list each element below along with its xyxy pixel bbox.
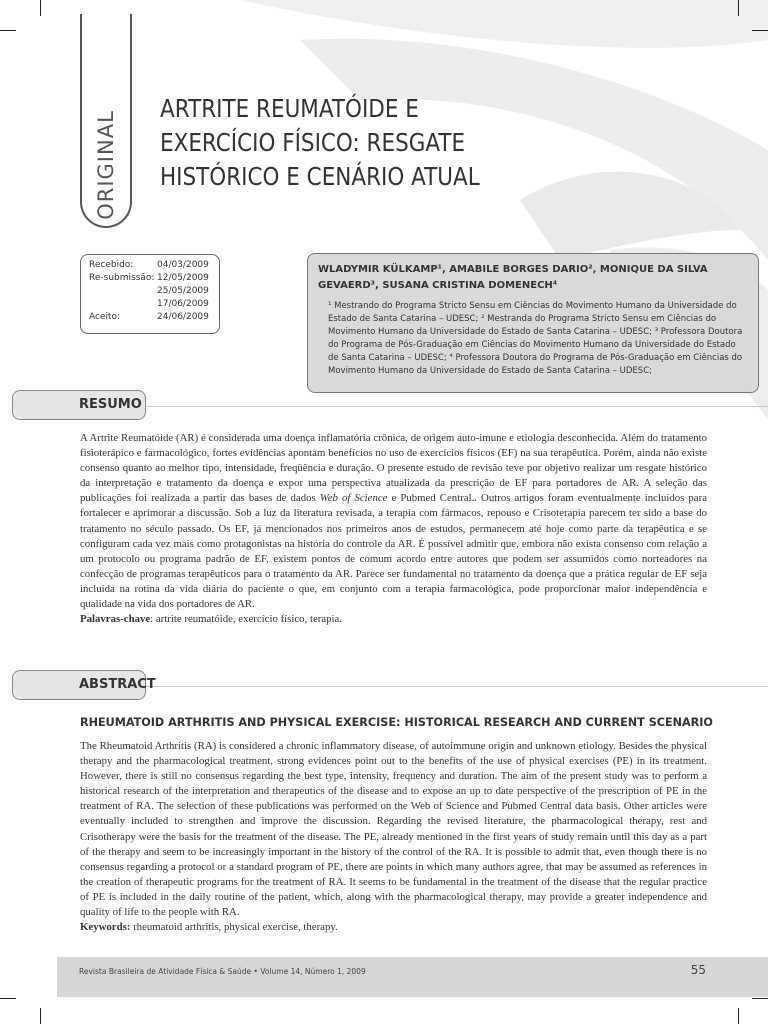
resumo-text-part: A Artrite Reumatóide (AR) é considerada uma doença inflamatória crônica, de origem auto-imune e etiologia desconhecida. Além do tratamento fisioterápico e farmacológico, fortes evidências apontam benefícios no uso de exercícios físicos (EF) na sua terapêutica. Porém, ainda não existe consenso quanto ao melhor tipo, intensidade, freqüência e duração. O presente estudo de revisão teve por objetivo realizar um resgate histórico da interpretação e tratamento da doença e expor uma perspectiva atualizada da prescrição de EF para portadores de AR. A seleção das publicações foi realizada a partir das bases de dados (80, 432, 707, 505)
resumo-text-part: e Pubmed Central.. Outros artigos foram eventualmente incluídos para fortalecer e aprimorar a discussão. Sob a luz da literatura revisada, a terapia com fármacos, repouso e Crisoterapia parecem ter sido a base do tratamento no século passado. Os EF, já mencionados nos primeiros anos de estudos, permanecem até hoje como parte da terapêutica e se configuram cada vez mais como protagonistas na história do controle da AR. É possível admitir que, embora não exista consenso com relação a um protocolo ou programa padrão de EF, existem pontos de comum acordo entre autores que podem ser assumidos como norteadores na confecção de programas terapêuticos para o tratamento da AR. Parece ser fundamental no tratamento da doença que a prática regular de EF seja incluída na rotina da vida diária do paciente o que, em conjunto com a terapia farmacológica, pode proporcionar maior independência e qualidade na vida dos portadores de AR. (80, 492, 707, 611)
crop-mark (738, 0, 739, 16)
abstract-keywords: rheumatoid arthritis, physical exercise, therapy. (130, 921, 338, 934)
resumo-heading: RESUMO (12, 390, 146, 420)
date-label: Aceito: (89, 312, 121, 322)
article-title: ARTRITE REUMATÓIDE E EXERCÍCIO FÍSICO: RESGATE HISTÓRICO E CENÁRIO ATUAL (160, 94, 480, 191)
crop-mark (752, 30, 768, 31)
crop-mark (0, 30, 16, 31)
resumo-text (80, 431, 707, 627)
page-number: 55 (690, 963, 706, 977)
author-list (318, 262, 748, 294)
date-row (89, 285, 211, 298)
crop-mark (738, 1008, 739, 1024)
date-value: 04/03/2009 (157, 260, 209, 270)
crop-mark (40, 1008, 41, 1024)
section-tab-label: ORIGINAL (94, 110, 118, 220)
abstract-heading: ABSTRACT (12, 670, 146, 700)
author-line: GEVAERD³, SUSANA CRISTINA DOMENECH⁴ (318, 280, 558, 291)
date-label: Re-submissão: (89, 273, 155, 283)
abstract-title: RHEUMATOID ARTHRITIS AND PHYSICAL EXERCISE: HISTORICAL RESEARCH AND CURRENT SCENARIO (80, 716, 713, 729)
date-value: 17/06/2009 (157, 299, 209, 309)
date-row (89, 272, 211, 285)
abstract-keywords-label: Keywords: (80, 921, 131, 934)
author-line: WLADYMIR KÜLKAMP¹, AMABILE BORGES DARIO², MONIQUE DA SILVA (318, 264, 708, 275)
abstract-body: The Rheumatoid Arthritis (RA) is considered a chronic inflammatory disease, of autoimmune origin and unknown etiology. Besides the physical therapy and the pharmacological treatment, strong evidences point out to the benefits of the use of physical exercises (PE) in its treatment. However, there is still no consensus regarding the best type, intensity, frequency and duration. The aim of the present study was to perform a historical research of the interpretation and therapeutics of the disease and to expose an up to date perspective of the prescription of PE in the treatment of RA. The selection of these publications was performed on the Web of Science and Pubmed Central data basis. Other articles were eventually included to strengthen and improve the discussion. Regarding the revised literature, the pharmacological therapy, rest and Crisotherapy were the basis for the treatment of the disease. The PE, already mentioned in the first years of study remain until this day as a part of the therapy and seem to be increasingly important in the history of the control of the RA. It is possible to admit that, even though there is no consensus regarding a protocol or a standard program of PE, there are points in which many authors agree, that may be assumed as references in the creation of therapeutic programs for the treatment of RA. It seems to be fundamental in the treatment of the disease that the regular practice of PE is included in the daily routine of the patient, which, along with the pharmacological therapy, may provide a greater independence and quality of life to the people with RA. (80, 740, 707, 919)
journal-citation: Revista Brasileira de Atividade Física & Saúde • Volume 14, Número 1, 2009 (79, 967, 366, 976)
crop-mark (40, 0, 41, 16)
date-row (89, 311, 211, 324)
page-footer (57, 957, 768, 997)
section-rule (146, 406, 768, 407)
date-label: Recebido: (89, 260, 134, 270)
crop-mark (0, 998, 16, 999)
date-value: 12/05/2009 (157, 273, 209, 283)
date-row (89, 259, 211, 272)
section-rule (146, 686, 768, 687)
resumo-keywords-label: Palavras-chave (80, 613, 151, 626)
dates-box (80, 254, 220, 334)
resumo-keywords: : artrite reumatóide, exercício físico, terapia. (150, 613, 343, 626)
crop-mark (752, 998, 768, 999)
resumo-italic: Web of Science (319, 492, 388, 505)
date-label (89, 285, 157, 298)
affiliations: ¹ Mestrando do Programa Stricto Sensu em Ciências do Movimento Humano da Universidade do Estado de Santa Catarina – UDESC; ² Mestranda do Programa Stricto Sensu em Ciências do Movimento Humano da Universidade do Estado de Santa Catarina – UDESC; ³ Professora Doutora do Programa de Pós-Graduação em Ciências do Movimento Humano da Universidade do Estado de Santa Catarina – UDESC; ⁴ Professora Doutora do Programa de Pós-Graduação em Ciências do Movimento Humano da Universidade do Estado de Santa Catarina – UDESC; (328, 301, 743, 376)
date-label (89, 298, 157, 311)
date-value: 24/06/2009 (157, 312, 209, 322)
authors-box (307, 253, 759, 393)
date-value: 25/05/2009 (157, 286, 209, 296)
date-row (89, 298, 211, 311)
abstract-text (80, 739, 707, 935)
